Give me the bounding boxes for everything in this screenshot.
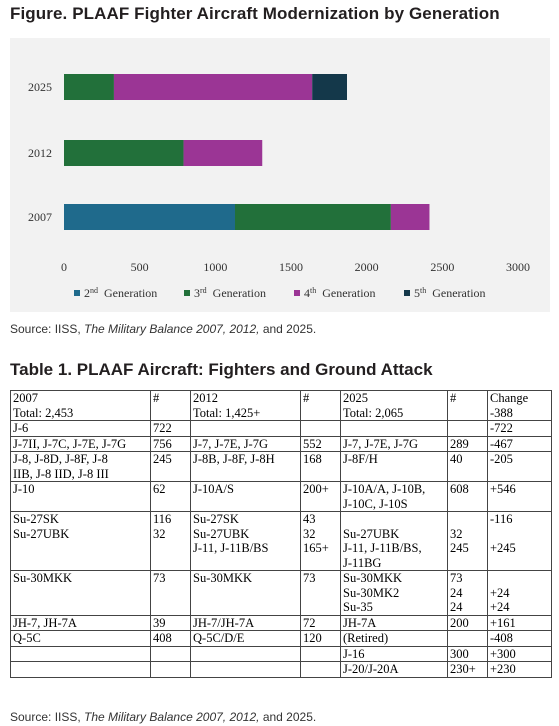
cell-aircraft-2012-line [193,647,298,662]
cell-aircraft-2007 [11,421,151,437]
cell-count-2012-line [303,662,338,677]
cell-aircraft-2007 [11,482,151,512]
cell-count-2012-line [303,421,338,436]
cell-count-2025-line: 73 [450,571,463,585]
cell-aircraft-2012 [191,512,301,571]
cell-aircraft-2012 [191,615,301,631]
bar-2025-series-2 [64,74,114,100]
cell-count-2012 [301,662,341,678]
cell-count-2025-line: 32 [450,526,463,541]
cell-count-2025 [448,631,488,647]
cell-count-2025-line: 40 [450,452,463,466]
cell-aircraft-2025 [341,436,448,452]
cell-change-line: -408 [490,631,513,645]
header-aircraft-2025-line: 2025 [343,391,368,405]
cell-aircraft-2025-line: Su-30MKK [343,571,403,585]
cell-count-2007-line: 73 [153,571,166,585]
cell-count-2025 [448,512,488,571]
cell-count-2012 [301,482,341,512]
cell-count-2012-line: 32 [303,526,316,541]
header-aircraft-2025-line: Total: 2,065 [343,405,404,420]
cell-aircraft-2012-line [193,421,298,436]
cell-change-line: +230 [490,662,516,676]
cell-aircraft-2025-line: (Retired) [343,631,389,645]
cell-count-2012 [301,436,341,452]
cell-count-2025 [448,615,488,631]
cell-count-2025 [448,482,488,512]
cell-count-2007-line: 245 [153,452,172,466]
cell-count-2012-line [303,647,338,662]
cell-aircraft-2025 [341,512,448,571]
cell-aircraft-2012-line: J-7, J-7E, J-7G [193,436,268,451]
cell-aircraft-2007 [11,646,151,662]
x-tick-label-500: 500 [130,260,149,274]
cell-count-2007 [151,482,191,512]
header-aircraft-2007-line: Total: 2,453 [13,405,74,420]
cell-aircraft-2025 [341,452,448,482]
cell-aircraft-2025 [341,662,448,678]
cell-count-2025 [448,452,488,482]
table-row [11,662,552,678]
cell-aircraft-2025 [341,615,448,631]
cell-count-2007 [151,646,191,662]
cell-count-2025-line: 608 [450,482,469,496]
legend-label-4-generation: 4th Generation [304,286,376,300]
bar-2012-series-3 [184,140,263,166]
chart-area [10,38,550,312]
x-tick-label-2000: 2000 [354,260,379,274]
cell-change [488,646,552,662]
cell-count-2007-line: 62 [153,482,166,496]
cell-count-2007-line: 39 [153,615,166,630]
header-aircraft-2012 [191,391,301,421]
cell-change-line: -722 [490,421,513,435]
cell-change-line: -467 [490,436,513,451]
cell-count-2025-line [450,631,485,646]
cell-change-line: +161 [490,615,516,630]
x-tick-label-1500: 1500 [279,260,303,274]
x-tick-label-0: 0 [61,260,67,274]
cell-aircraft-2007-line: Su-27SK [13,512,59,526]
header-count-2007-line: # [153,391,160,405]
cell-count-2012-line: 552 [303,436,322,451]
cell-change [488,615,552,631]
cell-aircraft-2025 [341,482,448,512]
cell-aircraft-2012-line: JH-7/JH-7A [193,615,255,630]
legend-swatch-2-generation [74,290,80,296]
legend-swatch-3-generation [184,290,190,296]
cell-aircraft-2007-line: Su-30MKK [13,571,73,585]
cell-aircraft-2012-line: Su-27UBK [193,526,250,541]
cell-aircraft-2025-line: J-10A/A, J-10B, [343,482,426,496]
aircraft-table [10,390,552,678]
cell-aircraft-2025-line: Su-30MK2 [343,585,400,600]
cell-change-line: -116 [490,512,513,526]
cell-count-2025 [448,662,488,678]
cell-count-2012-line: 73 [303,571,316,585]
cell-aircraft-2012 [191,646,301,662]
cell-count-2025 [448,646,488,662]
cell-aircraft-2025-line: J-11BG [343,555,382,570]
cell-count-2007-line: 116 [153,512,172,526]
table-row [11,615,552,631]
cell-count-2007-line: 756 [153,436,172,451]
cell-aircraft-2007 [11,512,151,571]
cell-count-2012-line: 120 [303,631,322,645]
cell-count-2012-line: 72 [303,615,316,630]
cell-count-2025-line: 245 [450,541,469,555]
cell-count-2025-line: 230+ [450,662,476,676]
cell-count-2025-line [450,512,485,527]
table-row [11,631,552,647]
cell-change-line: +24 [490,600,510,614]
header-change [488,391,552,421]
cell-aircraft-2025-line: Su-35 [343,600,373,614]
header-count-2025 [448,391,488,421]
cell-count-2025-line: 24 [450,600,463,614]
cell-aircraft-2012-line [193,662,298,677]
cell-count-2012 [301,512,341,571]
bar-2007-series-3 [391,204,430,230]
cell-count-2012 [301,615,341,631]
cell-aircraft-2025-line: J-20/J-20A [343,662,399,676]
header-count-2025-line: # [450,391,457,405]
cell-change-line: -205 [490,452,513,466]
cell-aircraft-2007 [11,436,151,452]
cell-aircraft-2025 [341,571,448,616]
cell-aircraft-2012 [191,452,301,482]
cell-count-2007 [151,631,191,647]
cell-count-2007-line [153,662,188,677]
legend-label-5-generation: 5th Generation [414,286,486,300]
table-header-row [11,391,552,421]
cell-count-2007 [151,512,191,571]
cell-count-2007-line [153,647,188,662]
header-count-2007 [151,391,191,421]
cell-aircraft-2007 [11,662,151,678]
cell-change [488,571,552,616]
cell-aircraft-2007 [11,615,151,631]
cell-aircraft-2025-line: J-11, J-11B/BS, [343,541,422,555]
x-tick-label-1000: 1000 [203,260,228,274]
cell-count-2007 [151,436,191,452]
cell-aircraft-2025-line [343,512,445,527]
header-aircraft-2007-line: 2007 [13,391,38,405]
legend-label-3-generation: 3rd Generation [194,286,266,300]
cell-count-2012-line: 43 [303,512,316,526]
table-row [11,512,552,571]
cell-change-line [490,527,549,542]
cell-aircraft-2012 [191,571,301,616]
cell-count-2025 [448,571,488,616]
cell-count-2007 [151,421,191,437]
cell-count-2012 [301,571,341,616]
cell-aircraft-2025-line: Su-27UBK [343,526,400,541]
cell-aircraft-2025-line: JH-7A [343,615,377,630]
table-row [11,482,552,512]
cell-aircraft-2012-line: Q-5C/D/E [193,631,245,645]
cell-aircraft-2025-line [343,421,445,436]
cell-change [488,512,552,571]
cell-aircraft-2025-line: J-8F/H [343,452,378,466]
cell-count-2007 [151,615,191,631]
table-row [11,436,552,452]
cell-count-2025-line: 300 [450,646,469,661]
header-aircraft-2012-line: Total: 1,425+ [193,405,261,420]
cell-count-2012 [301,421,341,437]
bar-chart [10,38,550,312]
cell-aircraft-2007-line: IIB, J-8 IID, J-8 III [13,466,109,481]
cell-count-2025-line: 289 [450,436,469,451]
cell-change [488,482,552,512]
cell-aircraft-2012 [191,436,301,452]
cell-aircraft-2025-line: J-10C, J-10S [343,496,408,511]
cell-count-2007-line: 722 [153,421,172,435]
header-aircraft-2007 [11,391,151,421]
cell-count-2025 [448,436,488,452]
cell-count-2012-line: 168 [303,452,322,466]
cell-aircraft-2025 [341,631,448,647]
table-title: Table 1. PLAAF Aircraft: Fighters and Ground Attack [10,360,433,379]
cell-aircraft-2007-line: J-10 [13,482,35,496]
header-count-2012 [301,391,341,421]
legend-swatch-4-generation [294,290,300,296]
header-aircraft-2012-line: 2012 [193,391,218,405]
table-row [11,452,552,482]
cell-count-2007-line: 408 [153,631,172,645]
cell-aircraft-2025-line: J-7, J-7E, J-7G [343,436,418,451]
cell-aircraft-2007-line: J-8, J-8D, J-8F, J-8 [13,452,108,466]
cell-aircraft-2007-line [13,662,148,677]
cell-change [488,436,552,452]
cell-aircraft-2007-line [13,647,148,662]
table-row [11,571,552,616]
cell-aircraft-2012 [191,631,301,647]
bar-2007-series-2 [235,204,391,230]
x-tick-label-3000: 3000 [506,260,530,274]
cell-count-2025-line: 24 [450,585,463,600]
cell-aircraft-2007-line: JH-7, JH-7A [13,615,77,630]
cell-aircraft-2007 [11,452,151,482]
cell-aircraft-2007 [11,571,151,616]
header-count-2012-line: # [303,391,310,405]
header-aircraft-2025 [341,391,448,421]
legend-label-2-generation: 2nd Generation [84,286,158,300]
cell-count-2007 [151,452,191,482]
cell-aircraft-2007-line: J-7II, J-7C, J-7E, J-7G [13,436,127,451]
figure-title: Figure. PLAAF Fighter Aircraft Modernization by Generation [10,4,500,23]
header-change-line: -388 [490,405,513,420]
cell-change [488,631,552,647]
table-row [11,646,552,662]
cell-aircraft-2012-line: J-10A/S [193,482,234,496]
cell-aircraft-2012 [191,662,301,678]
cell-count-2025 [448,421,488,437]
table-source: Source: IISS, The Military Balance 2007, 2012, and 2025. [10,710,317,724]
cell-change [488,452,552,482]
cell-aircraft-2025-line: J-16 [343,646,365,661]
cell-change [488,662,552,678]
cell-aircraft-2007-line: Su-27UBK [13,526,70,541]
cell-aircraft-2012-line: J-11, J-11B/BS [193,541,269,555]
category-label-2012: 2012 [28,146,52,160]
header-change-line: Change [490,391,529,405]
cell-change-line: +245 [490,541,516,555]
bar-2025-series-4 [312,74,347,100]
cell-change-line [490,571,549,586]
bar-2012-series-2 [64,140,184,166]
cell-aircraft-2025 [341,646,448,662]
cell-aircraft-2012 [191,421,301,437]
cell-aircraft-2007 [11,631,151,647]
cell-count-2007 [151,662,191,678]
cell-count-2012-line: 200+ [303,482,329,496]
cell-count-2012 [301,631,341,647]
cell-change-line: +24 [490,585,510,600]
cell-count-2012 [301,646,341,662]
table-row [11,421,552,437]
x-tick-label-2500: 2500 [430,260,455,274]
legend-swatch-5-generation [404,290,410,296]
cell-count-2007-line: 32 [153,526,166,541]
bar-2025-series-3 [114,74,312,100]
cell-change-line: +546 [490,482,516,496]
category-label-2025: 2025 [28,80,52,94]
cell-aircraft-2007-line: J-6 [13,421,29,435]
cell-aircraft-2025 [341,421,448,437]
cell-count-2012 [301,452,341,482]
bar-2007-series-1 [64,204,235,230]
category-label-2007: 2007 [28,210,52,224]
cell-aircraft-2012-line: Su-30MKK [193,571,253,585]
figure-source: Source: IISS, The Military Balance 2007, 2012, and 2025. [10,322,317,336]
cell-count-2007 [151,571,191,616]
cell-count-2012-line: 165+ [303,541,329,555]
cell-aircraft-2012-line: Su-27SK [193,512,239,526]
cell-change [488,421,552,437]
cell-aircraft-2012-line: J-8B, J-8F, J-8H [193,452,275,466]
cell-aircraft-2012 [191,482,301,512]
cell-change-line: +300 [490,646,516,661]
cell-count-2025-line [450,421,485,436]
cell-aircraft-2007-line: Q-5C [13,631,41,645]
cell-count-2025-line: 200 [450,615,469,630]
